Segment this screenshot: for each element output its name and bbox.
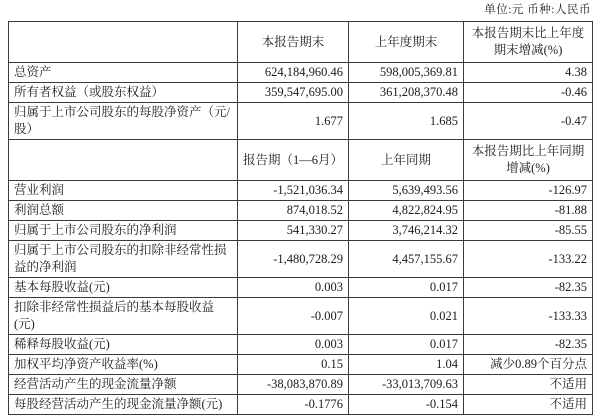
- row-label: 每股经营活动产生的现金流量净额(元): [9, 395, 238, 415]
- value-previous-period: -0.154: [349, 395, 464, 415]
- value-previous-period: 4,822,824.95: [349, 201, 464, 221]
- header-change-period: 本报告期比上年同期增减(%): [464, 140, 593, 181]
- value-previous-period: 0.017: [349, 278, 464, 298]
- value-current-period: -0.1776: [238, 395, 349, 415]
- table-row-net-assets-per-share: [9, 103, 593, 140]
- value-current-period: -1,521,036.34: [238, 181, 349, 201]
- header-previous-year-end: 上年度期末: [349, 22, 464, 63]
- value-previous-period: 1.04: [349, 355, 464, 375]
- value-change: -0.47: [464, 103, 593, 140]
- row-label: 扣除非经常性损益后的基本每股收益(元): [9, 298, 238, 335]
- header-empty-cell: [9, 22, 238, 63]
- value-previous-period: 3,746,214.32: [349, 221, 464, 241]
- value-current-period: 0.003: [238, 335, 349, 355]
- value-current-period: -1,480,728.29: [238, 241, 349, 278]
- table-row-owners-equity: [9, 83, 593, 103]
- table-row-total-assets: [9, 63, 593, 83]
- row-label: 经营活动产生的现金流量净额: [9, 375, 238, 395]
- row-label: 利润总额: [9, 201, 238, 221]
- unit-currency-label: 单位:元 币种:人民币: [484, 4, 591, 16]
- value-change: -82.35: [464, 335, 593, 355]
- row-label: 总资产: [9, 63, 238, 83]
- value-change: -133.33: [464, 298, 593, 335]
- value-change: -82.35: [464, 278, 593, 298]
- value-change: 不适用: [464, 395, 593, 415]
- value-change: -126.97: [464, 181, 593, 201]
- row-label: 归属于上市公司股东的净利润: [9, 221, 238, 241]
- table-row-diluted-eps: [9, 335, 593, 355]
- table-row-basic-eps: [9, 278, 593, 298]
- row-label: 归属于上市公司股东的扣除非经常性损益的净利润: [9, 241, 238, 278]
- value-current-period: -0.007: [238, 298, 349, 335]
- value-current-period: 359,547,695.00: [238, 83, 349, 103]
- table-header-row-period-end: [9, 22, 593, 63]
- row-label: 所有者权益（或股东权益）: [9, 83, 238, 103]
- value-previous-period: 5,639,493.56: [349, 181, 464, 201]
- value-change: -85.55: [464, 221, 593, 241]
- table-row-total-profit: [9, 201, 593, 221]
- row-label: 基本每股收益(元): [9, 278, 238, 298]
- row-label: 稀释每股收益(元): [9, 335, 238, 355]
- value-change: 减少0.89个百分点: [464, 355, 593, 375]
- value-previous-period: 4,457,155.67: [349, 241, 464, 278]
- value-change: -81.88: [464, 201, 593, 221]
- value-change: 不适用: [464, 375, 593, 395]
- table-row-net-profit-attributable: [9, 221, 593, 241]
- value-previous-period: 0.021: [349, 298, 464, 335]
- value-previous-period: -33,013,709.63: [349, 375, 464, 395]
- value-current-period: 624,184,960.46: [238, 63, 349, 83]
- header-reporting-period: 报告期（1—6月）: [238, 140, 349, 181]
- value-change: -133.22: [464, 241, 593, 278]
- table-row-basic-eps-excl-nonrecurring: [9, 298, 593, 335]
- value-current-period: 1.677: [238, 103, 349, 140]
- value-current-period: 541,330.27: [238, 221, 349, 241]
- financial-summary-table: [8, 21, 593, 415]
- header-change-period-end: 本报告期末比上年度期末增减(%): [464, 22, 593, 63]
- value-current-period: 0.003: [238, 278, 349, 298]
- table-row-operating-cash-flow: [9, 375, 593, 395]
- value-previous-period: 361,208,370.48: [349, 83, 464, 103]
- row-label: 归属于上市公司股东的每股净资产（元/股）: [9, 103, 238, 140]
- table-row-operating-cash-flow-per-share: [9, 395, 593, 415]
- value-previous-period: 598,005,369.81: [349, 63, 464, 83]
- table-row-net-profit-excl-nonrecurring: [9, 241, 593, 278]
- value-current-period: 874,018.52: [238, 201, 349, 221]
- row-label: 加权平均净资产收益率(%): [9, 355, 238, 375]
- table-row-operating-profit: [9, 181, 593, 201]
- value-previous-period: 1.685: [349, 103, 464, 140]
- header-empty-cell: [9, 140, 238, 181]
- table-row-weighted-avg-roe: [9, 355, 593, 375]
- value-previous-period: 0.017: [349, 335, 464, 355]
- value-change: -0.46: [464, 83, 593, 103]
- table-header-row-reporting-period: [9, 140, 593, 181]
- value-current-period: 0.15: [238, 355, 349, 375]
- header-same-period-last-year: 上年同期: [349, 140, 464, 181]
- value-current-period: -38,083,870.89: [238, 375, 349, 395]
- row-label: 营业利润: [9, 181, 238, 201]
- value-change: 4.38: [464, 63, 593, 83]
- header-current-period-end: 本报告期末: [238, 22, 349, 63]
